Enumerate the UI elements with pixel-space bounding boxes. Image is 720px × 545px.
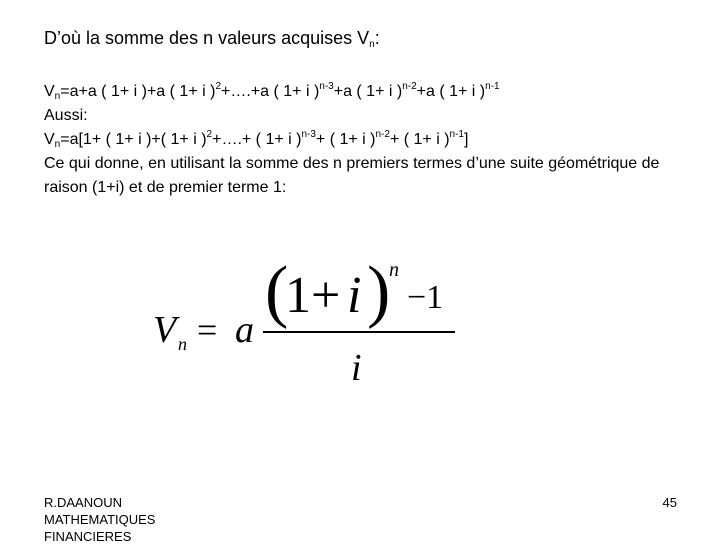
expansion-part: +a ( 1+ i ) bbox=[333, 83, 403, 100]
heading-suffix: : bbox=[374, 28, 380, 48]
expansion-part: + ( 1+ i ) bbox=[389, 131, 450, 148]
expansion-part: + ( 1+ i ) bbox=[315, 131, 376, 148]
expansion-part: +a ( 1+ i ) bbox=[416, 83, 486, 100]
exponent: 2 bbox=[206, 129, 213, 140]
expansion-part: =a+a ( 1+ i )+a ( 1+ i ) bbox=[60, 83, 216, 100]
annuity-formula bbox=[145, 240, 475, 390]
exponent: n-2 bbox=[375, 129, 390, 140]
explanation-paragraph: Ce qui donne, en utilisant la somme des n premiers termes d’une suite géométrique de raison (1+i) et de premier terme 1: bbox=[44, 155, 660, 196]
footer-author-line: R.DAANOUN bbox=[44, 495, 123, 510]
exponent: 2 bbox=[215, 81, 221, 92]
expansion-part: =a[1+ ( 1+ i )+( 1+ i ) bbox=[60, 131, 207, 148]
vn-subscript: n bbox=[54, 139, 61, 150]
heading-subscript: n bbox=[369, 39, 375, 50]
footer-author-line: MATHEMATIQUES bbox=[44, 512, 156, 527]
exponent: n-1 bbox=[449, 129, 464, 140]
formula-exponent: n bbox=[389, 259, 399, 281]
exponent: n-1 bbox=[485, 81, 500, 92]
formula-right-paren: ) bbox=[367, 253, 391, 330]
exponent: n-3 bbox=[301, 129, 316, 140]
vn-subscript: n bbox=[54, 91, 61, 102]
formula-denominator: i bbox=[351, 347, 362, 389]
closing-bracket: ] bbox=[463, 131, 469, 148]
formula-lhs-subscript: n bbox=[178, 334, 187, 354]
expansion-part: +….+ ( 1+ i ) bbox=[212, 131, 302, 148]
footer-author-line: FINANCIERES bbox=[44, 529, 132, 544]
formula-minus-one: −1 bbox=[407, 279, 444, 316]
formula-lhs: V bbox=[153, 309, 177, 351]
heading-text: D’où la somme des n valeurs acquises V bbox=[44, 28, 370, 48]
formula-coefficient: a bbox=[235, 309, 254, 351]
exponent: n-3 bbox=[319, 81, 334, 92]
formula-equals: = bbox=[197, 310, 218, 350]
body-text bbox=[44, 80, 684, 200]
sum-expansion-line bbox=[44, 80, 684, 104]
page-number: 45 bbox=[662, 495, 677, 510]
slide-heading bbox=[44, 27, 380, 49]
vn-symbol: V bbox=[44, 83, 55, 100]
formula-base: 1+ bbox=[285, 267, 341, 324]
factored-sum-line bbox=[44, 128, 684, 152]
vn-symbol: V bbox=[44, 131, 55, 148]
formula-variable: i bbox=[347, 267, 362, 324]
formula-svg bbox=[145, 240, 475, 390]
footer-author bbox=[44, 494, 155, 545]
expansion-part: +….+a ( 1+ i ) bbox=[221, 83, 320, 100]
aussi-line: Aussi: bbox=[44, 107, 88, 124]
exponent: n-2 bbox=[402, 81, 417, 92]
formula-left-paren: ( bbox=[265, 253, 289, 330]
